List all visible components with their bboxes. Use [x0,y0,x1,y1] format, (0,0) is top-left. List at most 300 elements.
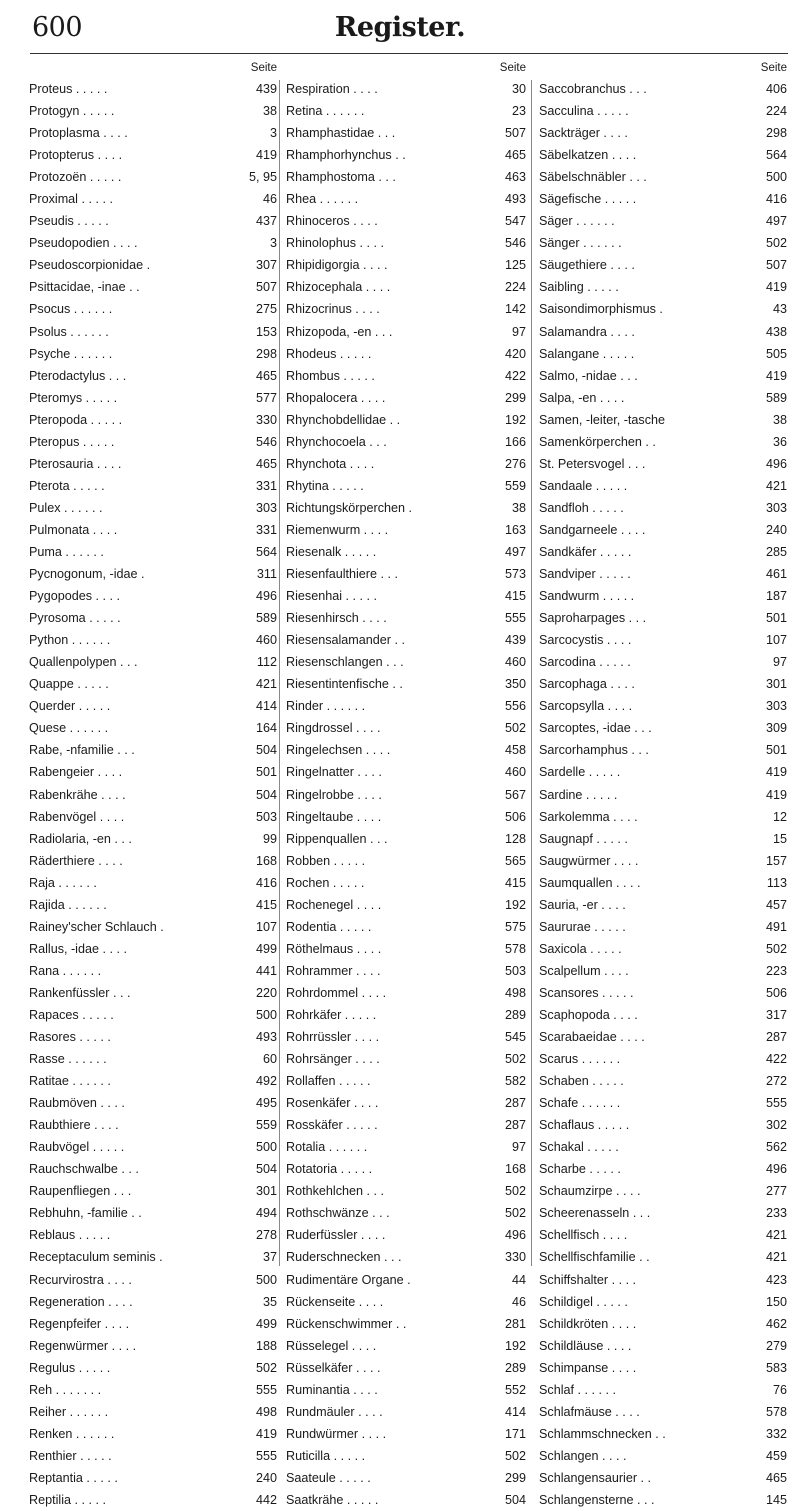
index-term: Rohrdommel . . . . [286,985,387,1000]
index-term: Sarkolemma . . . . [539,809,638,824]
index-page: 507 [255,280,277,295]
index-entry [29,519,277,541]
index-term: Säbelkatzen . . . . [539,148,637,163]
index-term: Rasores . . . . . [29,1030,111,1045]
index-page: 502 [504,721,526,736]
index-page: 582 [504,1074,526,1089]
index-page: 30 [511,82,526,96]
index-page: 575 [504,919,526,934]
index-entry [539,431,787,453]
index-term: Pseudoscorpionidae . [29,258,151,273]
index-entry [286,1092,526,1114]
index-term: Raubmöven . . . . [29,1096,125,1111]
index-entry [286,629,526,651]
index-term: Reiher . . . . . . [29,1404,109,1419]
index-page: 465 [765,1470,787,1485]
index-term: Scaphopoda . . . . [539,1007,638,1022]
index-entry [539,850,787,872]
index-page: 240 [255,1470,277,1485]
index-page: 589 [255,611,277,626]
index-term: Sandgarneele . . . . [539,522,646,537]
index-entry [29,1092,277,1114]
index-page: 150 [765,1294,787,1309]
index-term: Pyrosoma . . . . . [29,611,121,626]
index-page: 546 [255,434,277,449]
index-page: 503 [255,809,277,824]
index-entry [286,938,526,960]
index-entry [286,673,526,695]
index-entry [539,563,787,585]
index-entry [539,122,787,144]
index-page: 506 [765,985,787,1000]
index-page: 99 [262,831,277,846]
index-term: Rabengeier . . . . [29,765,123,780]
index-term: Schaflaus . . . . . [539,1118,630,1133]
index-entry [29,916,277,938]
index-term: Rochen . . . . . [286,875,365,890]
index-page: 278 [255,1228,277,1243]
index-entry [29,982,277,1004]
index-page: 500 [255,1140,277,1155]
index-entry [539,872,787,894]
index-entry [286,166,526,188]
index-term: Ringelnatter . . . . [286,765,382,780]
index-page: 406 [765,82,787,96]
index-term: Schaben . . . . . [539,1074,624,1089]
index-column-1 [29,62,277,1511]
index-term: Pterosauria . . . . [29,456,122,471]
index-page: 164 [255,721,277,736]
index-page: 60 [262,1052,277,1067]
index-page: 439 [255,82,277,96]
index-page: 281 [504,1316,526,1331]
index-entry [29,1313,277,1335]
index-entry [286,1004,526,1026]
index-page: 589 [765,390,787,405]
index-term: Pulex . . . . . . [29,500,103,515]
index-entry [29,1379,277,1401]
index-page: 301 [765,677,787,692]
index-term: Renken . . . . . . [29,1426,115,1441]
index-page: 298 [255,346,277,361]
index-page: 97 [511,324,526,339]
index-page: 502 [765,941,787,956]
index-term: Sägefische . . . . . [539,192,637,207]
index-term: Sardine . . . . . [539,787,618,802]
index-term: Riesenhirsch . . . . [286,611,387,626]
index-term: Rundmäuler . . . . [286,1404,383,1419]
index-page: 437 [255,214,277,229]
index-term: Ruminantia . . . . [286,1382,378,1397]
index-page: 497 [765,214,787,229]
index-page: 415 [255,897,277,912]
index-entry [286,1269,526,1291]
index-page: 501 [765,743,787,758]
index-entry [286,1313,526,1335]
index-page: 5, 95 [248,170,277,185]
index-entry [286,409,526,431]
index-entry [29,1202,277,1224]
index-term: Rothschwänze . . . [286,1206,390,1221]
index-entry [539,232,787,254]
index-page: 421 [765,478,787,493]
index-page: 496 [255,589,277,604]
index-entry [286,1291,526,1313]
index-page: 500 [765,170,787,185]
index-page: 465 [255,368,277,383]
index-entry [539,210,787,232]
index-entry [286,1202,526,1224]
index-term: Salamandra . . . . [539,324,635,339]
index-entry [286,122,526,144]
index-page: 277 [765,1184,787,1199]
index-page: 3 [269,126,277,141]
index-entry [539,916,787,938]
index-entry [286,916,526,938]
index-page: 422 [504,368,526,383]
index-entry [286,982,526,1004]
column-divider [531,80,532,1266]
index-page: 494 [255,1206,277,1221]
index-term: Scheerenasseln . . . [539,1206,651,1221]
index-entry [539,1467,787,1489]
index-entry [29,254,277,276]
index-term: Sarcodina . . . . . [539,655,631,670]
index-entry [539,1246,787,1268]
index-term: Rauchschwalbe . . . [29,1162,139,1177]
index-entry [286,828,526,850]
index-entry [286,872,526,894]
index-term: Richtungskörperchen . [286,500,413,515]
index-entry [539,938,787,960]
index-term: Rabenkrähe . . . . [29,787,126,802]
index-page: 462 [765,1316,787,1331]
index-page: 578 [765,1404,787,1419]
index-entry [539,607,787,629]
index-entry [286,651,526,673]
index-entry [286,210,526,232]
index-term: Sandkäfer . . . . . [539,544,632,559]
index-entry [29,960,277,982]
index-page: 564 [255,544,277,559]
index-term: Rhipidigorgia . . . . [286,258,388,273]
index-entry [286,254,526,276]
index-page: 457 [765,897,787,912]
index-entry [29,784,277,806]
index-page: 112 [256,655,277,670]
index-term: Rasse . . . . . . [29,1052,107,1067]
index-term: Quese . . . . . . [29,721,109,736]
index-page: 414 [504,1404,526,1419]
index-term: Saxicola . . . . . [539,941,622,956]
index-term: Rabe, -nfamilie . . . [29,743,135,758]
index-term: Sarcorhamphus . . . [539,743,649,758]
index-entry [286,1180,526,1202]
index-page: 317 [765,1007,787,1022]
index-page: 309 [765,721,787,736]
index-page: 506 [504,809,526,824]
index-page: 465 [504,148,526,163]
index-entry [539,453,787,475]
index-page: 153 [255,324,277,339]
index-term: Rüsselkäfer . . . . [286,1360,381,1375]
index-page: 168 [504,1162,526,1177]
index-entry [286,1401,526,1423]
index-term: Schimpanse . . . . [539,1360,637,1375]
index-page: 289 [504,1007,526,1022]
index-page: 504 [255,743,277,758]
index-page: 46 [262,192,277,207]
index-entry [539,1026,787,1048]
page-header [0,0,800,50]
index-page: 504 [504,1493,526,1507]
index-term: Rhizocephala . . . . [286,280,391,295]
index-page: 564 [765,148,787,163]
index-term: Räderthiere . . . . [29,853,123,868]
index-entry [539,629,787,651]
index-term: Scalpellum . . . . [539,963,629,978]
index-entry [29,1180,277,1202]
index-entry [286,1423,526,1445]
index-term: Schafe . . . . . . [539,1096,621,1111]
index-page: 461 [765,567,787,582]
index-entry [29,938,277,960]
index-page: 276 [504,456,526,471]
page-number: 600 [32,12,83,43]
index-page: 166 [504,434,526,449]
index-page: 311 [256,567,277,582]
index-entry [29,717,277,739]
index-page: 496 [765,456,787,471]
index-page: 416 [255,875,277,890]
index-page: 97 [772,655,787,670]
index-term: Proteus . . . . . [29,82,108,96]
index-entry [286,475,526,497]
index-entry [539,761,787,783]
index-term: Rotatoria . . . . . [286,1162,373,1177]
index-page: 493 [504,192,526,207]
index-page: 331 [255,522,277,537]
index-page: 187 [765,589,787,604]
index-entry [29,1335,277,1357]
index-term: Quallenpolypen . . . [29,655,138,670]
index-page: 502 [504,1448,526,1463]
index-term: Schellfisch . . . . [539,1228,628,1243]
index-entry [286,232,526,254]
index-entry [539,1445,787,1467]
index-term: Saugwürmer . . . . [539,853,639,868]
index-page: 421 [765,1250,787,1265]
index-term: Receptaculum seminis . [29,1250,163,1265]
index-term: Retina . . . . . . [286,104,365,119]
index-page: 97 [511,1140,526,1155]
index-page: 496 [504,1228,526,1243]
index-term: Riesenschlangen . . . [286,655,404,670]
index-entry [29,409,277,431]
index-entry [286,1224,526,1246]
index-term: Ringdrossel . . . . [286,721,381,736]
index-page: 289 [504,1360,526,1375]
index-term: Schellfischfamilie . . [539,1250,650,1265]
index-page: 502 [255,1360,277,1375]
index-entry [539,1158,787,1180]
index-entry [539,1489,787,1511]
index-entry [29,475,277,497]
index-entry [286,850,526,872]
index-term: Pycnogonum, -idae . [29,567,145,582]
index-page: 465 [255,456,277,471]
index-page: 491 [765,919,787,934]
index-term: Schaumzirpe . . . . [539,1184,641,1199]
index-term: Rothkehlchen . . . [286,1184,385,1199]
index-term: Reh . . . . . . . [29,1382,102,1397]
index-page: 415 [504,589,526,604]
index-entry [539,519,787,541]
index-entry [29,1423,277,1445]
index-page: 555 [255,1448,277,1463]
index-term: Sarcophaga . . . . [539,677,635,692]
index-entry [286,497,526,519]
index-term: Regenwürmer . . . . [29,1338,137,1353]
index-page: 442 [255,1493,277,1507]
index-page: 414 [255,699,277,714]
index-page: 546 [504,236,526,251]
index-page: 303 [765,500,787,515]
index-term: Ruderschnecken . . . [286,1250,402,1265]
index-entry [286,585,526,607]
index-entry [286,1489,526,1511]
index-entry [539,1335,787,1357]
index-entry [286,1136,526,1158]
header-rule [30,53,788,54]
index-entry [286,387,526,409]
index-page: 416 [765,192,787,207]
index-term: Saururae . . . . . [539,919,626,934]
index-term: Pseudopodien . . . . [29,236,138,251]
index-page: 555 [504,611,526,626]
index-entry [286,100,526,122]
index-entry [539,1423,787,1445]
index-entry [539,1092,787,1114]
index-page: 495 [255,1096,277,1111]
index-entry [539,78,787,100]
index-page: 279 [765,1338,787,1353]
index-page: 233 [765,1206,787,1221]
index-term: Rückenseite . . . . [286,1294,384,1309]
index-entry [539,166,787,188]
index-entry [29,1246,277,1268]
index-page: 415 [504,875,526,890]
index-entry [29,497,277,519]
index-entry [539,343,787,365]
index-term: Rhopalocera . . . . [286,390,386,405]
index-entry [286,563,526,585]
index-term: Rapaces . . . . . [29,1007,114,1022]
index-term: Robben . . . . . [286,853,366,868]
index-page: 555 [765,1096,787,1111]
index-page: 38 [511,500,526,515]
index-term: Rallus, -idae . . . . [29,941,127,956]
index-term: Schlangensaurier . . [539,1470,652,1485]
index-term: Ruderfüssler . . . . [286,1228,386,1243]
index-page: 38 [772,412,787,427]
index-term: Rosenkäfer . . . . [286,1096,379,1111]
index-page: 220 [255,985,277,1000]
index-entry [539,1180,787,1202]
index-page: 107 [255,919,277,934]
index-term: Psolus . . . . . . [29,324,109,339]
index-term: Schiffshalter . . . . [539,1272,637,1287]
index-term: Puma . . . . . . [29,544,104,559]
index-page: 332 [765,1426,787,1441]
index-term: Protozoën . . . . . [29,170,122,185]
index-entry [539,828,787,850]
index-entry [29,100,277,122]
index-page: 496 [765,1162,787,1177]
index-term: Rollaffen . . . . . [286,1074,371,1089]
index-page: 419 [765,765,787,780]
index-term: Rankenfüssler . . . [29,985,131,1000]
index-entry [286,1026,526,1048]
index-page: 498 [504,985,526,1000]
index-entry [539,894,787,916]
index-page: 46 [511,1294,526,1309]
index-page: 573 [504,567,526,582]
index-term: Ringelrobbe . . . . [286,787,382,802]
index-page: 507 [765,258,787,273]
index-entry [286,806,526,828]
index-term: Riesenfaulthiere . . . [286,567,399,582]
index-entry [286,1114,526,1136]
index-page: 157 [765,853,787,868]
index-page: 145 [765,1493,787,1507]
index-entry [29,387,277,409]
index-page: 499 [255,1316,277,1331]
index-entry [286,1379,526,1401]
index-page: 577 [255,390,277,405]
index-term: Ratitae . . . . . . [29,1074,111,1089]
index-term: Rhynchocoela . . . [286,434,387,449]
index-page: 419 [255,1426,277,1441]
index-page: 501 [255,765,277,780]
index-term: Raja . . . . . . [29,875,97,890]
index-term: Psyche . . . . . . [29,346,113,361]
index-entry [539,739,787,761]
index-entry [539,1070,787,1092]
index-page: 331 [255,478,277,493]
index-page: 460 [255,633,277,648]
index-page: 192 [504,412,526,427]
index-entry [29,1489,277,1511]
index-page: 330 [255,412,277,427]
index-page: 419 [765,280,787,295]
index-term: Rhombus . . . . . [286,368,375,383]
index-page: 562 [765,1140,787,1155]
index-page: 285 [765,544,787,559]
index-page: 163 [504,522,526,537]
index-term: Rotalia . . . . . . [286,1140,368,1155]
index-page: 298 [765,126,787,141]
index-page: 419 [255,148,277,163]
index-page: 460 [504,655,526,670]
index-entry [286,78,526,100]
index-term: Schakal . . . . . [539,1140,619,1155]
index-page: 287 [504,1096,526,1111]
index-entry [539,1202,787,1224]
index-entry [286,1467,526,1489]
index-term: Rochenegel . . . . [286,897,382,912]
index-entry [29,828,277,850]
